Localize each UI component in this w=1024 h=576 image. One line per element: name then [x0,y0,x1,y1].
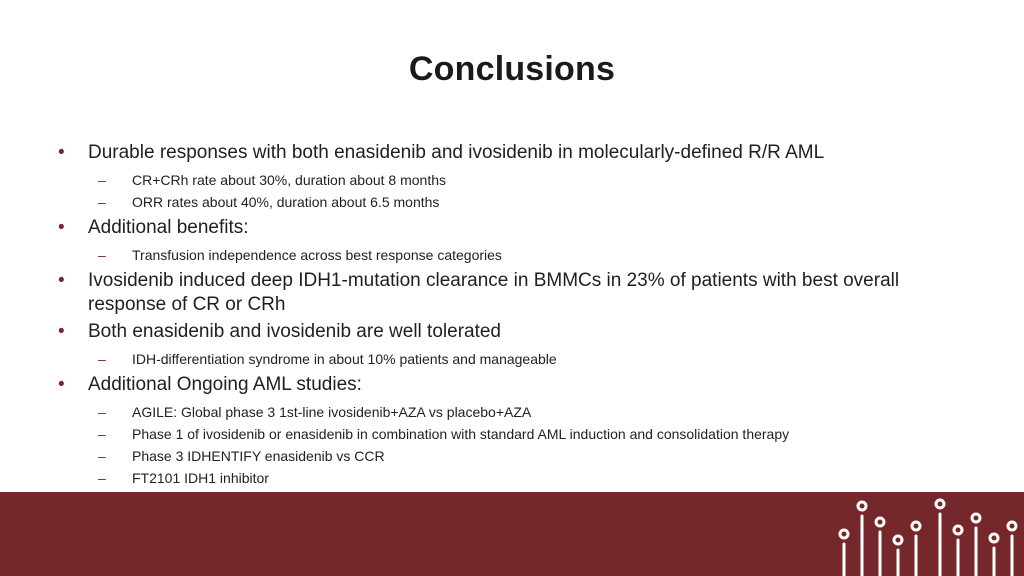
bullet-text: Additional benefits: [88,217,249,238]
bullet-item [58,269,978,317]
sub-bullet-item [98,244,978,266]
sub-bullet-list [88,348,978,370]
bullet-item [58,373,978,489]
bullet-list [58,138,978,489]
bullet-icon: • [58,217,65,238]
sub-bullet-list [88,169,978,213]
sub-bullet-item [98,467,978,489]
bullet-text: Additional Ongoing AML studies: [88,374,362,395]
slide-title: Conclusions [408,50,616,88]
dash-icon: – [98,470,106,486]
dash-icon: – [98,351,106,367]
bullet-item [58,141,978,213]
sub-bullet-text: IDH-differentiation syndrome in about 10% patients and manageable [132,351,557,367]
sub-bullet-item [98,348,978,370]
sub-bullet-list [88,244,978,266]
sub-bullet-text: ORR rates about 40%, duration about 6.5 months [132,194,440,210]
bullet-item [58,216,978,266]
sub-bullet-item [98,423,978,445]
bullet-icon: • [58,270,65,291]
dash-icon: – [98,404,106,420]
sub-bullet-text: AGILE: Global phase 3 1st-line ivosidenib+AZA vs placebo+AZA [132,404,532,420]
bullet-text: Durable responses with both enasidenib and ivosidenib in molecularly-defined R/R AML [88,142,825,163]
sub-bullet-text: CR+CRh rate about 30%, duration about 8 months [132,172,447,188]
sub-bullet-item [98,401,978,423]
bullet-icon: • [58,374,65,395]
sub-bullet-text: Transfusion independence across best response categories [132,247,502,263]
dash-icon: – [98,247,106,263]
bullet-text: Ivosidenib induced deep IDH1-mutation clearance in BMMCs in 23% of patients with best overall response of CR or CRh [88,270,900,315]
sub-bullet-text: Phase 3 IDHENTIFY enasidenib vs CCR [132,448,385,464]
sub-bullet-item [98,191,978,213]
dash-icon: – [98,172,106,188]
bullet-icon: • [58,321,65,342]
sub-bullet-item [98,169,978,191]
abstract-people-logo-icon [832,496,1022,576]
dash-icon: – [98,194,106,210]
sub-bullet-item [98,445,978,467]
dash-icon: – [98,426,106,442]
sub-bullet-text: Phase 1 of ivosidenib or enasidenib in combination with standard AML induction and consolidation therapy [132,426,790,442]
bullet-icon: • [58,142,65,163]
sub-bullet-list [88,401,978,489]
bullet-text: Both enasidenib and ivosidenib are well tolerated [88,321,501,342]
sub-bullet-text: FT2101 IDH1 inhibitor [132,470,269,486]
dash-icon: – [98,448,106,464]
bullet-item [58,320,978,370]
